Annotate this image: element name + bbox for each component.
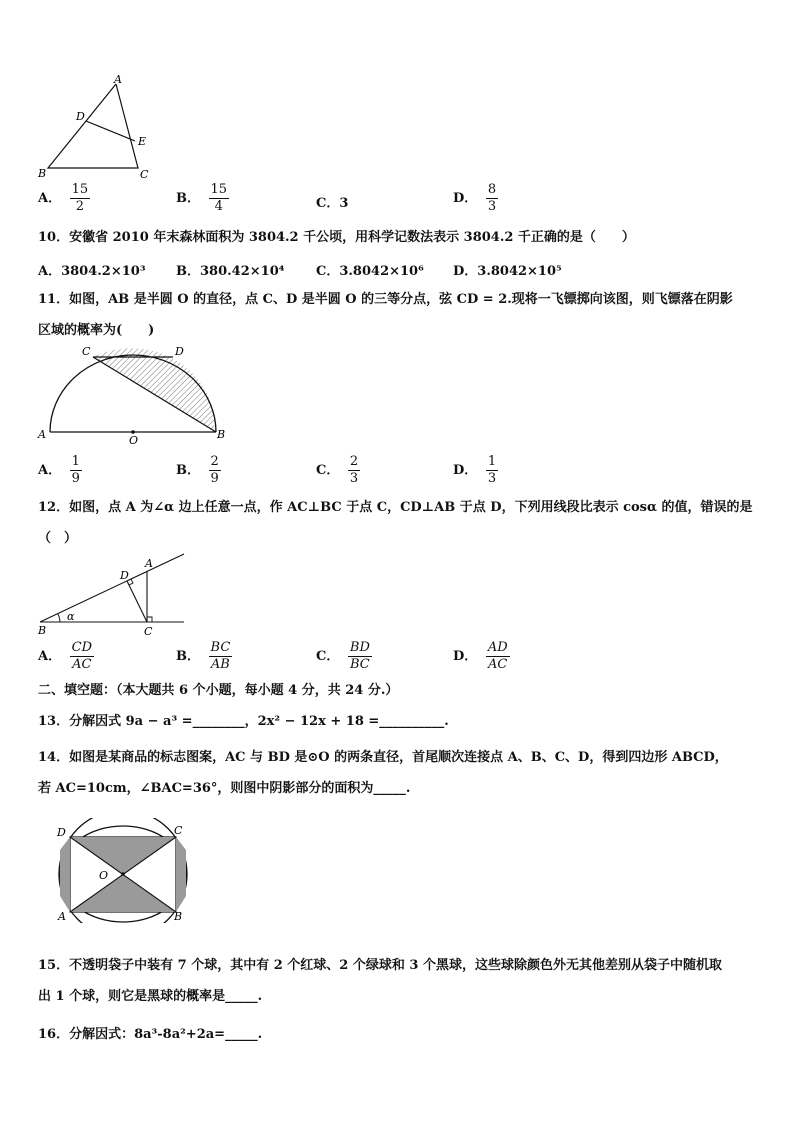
option-letter: D． [453,264,478,279]
fig11-label-D: D [175,345,184,358]
q12-stem-line2: （ ） [38,531,78,546]
fig9-label-C: C [140,168,149,181]
option-text: 3 [339,196,349,211]
option-letter: D． [453,191,478,206]
fig14-label-O: O [99,869,109,882]
frac-den: AC [72,657,92,672]
q9-option-d[interactable] [453,182,498,215]
option-letter: B． [176,463,200,478]
q12-option-d[interactable] [453,640,510,673]
frac-den: 2 [75,199,85,214]
fig12-label-B: B [38,624,47,637]
q10-option-b[interactable] [176,260,284,279]
option-letter: C． [316,196,340,211]
frac-den: 3 [349,471,359,486]
option-letter: C． [316,649,340,664]
frac-num: 15 [210,182,228,197]
option-text: 380.42×10⁴ [200,264,285,279]
q15-stem-line1: 15．不透明袋子中装有 7 个球，其中有 2 个红球、2 个绿球和 3 个黑球，这些球除颜色外无其他差别从袋子中随机取 [38,958,722,973]
q15-stem-line2: 出 1 个球，则它是黑球的概率是_____. [38,989,263,1004]
q9-option-c[interactable] [316,192,348,211]
frac-num: 2 [349,454,359,469]
q11-option-d[interactable] [453,454,498,487]
section-heading-fill-in: 二、填空题：（本大题共 6 个小题，每小题 4 分，共 24 分.） [38,683,399,698]
frac-num: BC [210,640,231,655]
q12-stem-line1: 12．如图，点 A 为∠α 边上任意一点，作 AC⊥BC 于点 C，CD⊥AB 于点 D，下列用线段比表示 cosα 的值，错误的是 [38,500,753,515]
q10-option-c[interactable] [316,260,424,279]
q14-stem-line1: 14．如图是某商品的标志图案，AC 与 BD 是⊙O 的两条直径，首尾顺次连接点 A、B、C、D，得到四边形 ABCD， [38,750,728,765]
frac-num: AD [487,640,508,655]
option-letter: D． [453,649,478,664]
fig11-label-C: C [82,345,91,358]
q11-semicircle-figure [34,345,234,445]
fig11-label-A: A [38,428,46,441]
option-letter: A． [38,191,62,206]
frac-den: AC [488,657,508,672]
fig14-label-A: A [58,910,66,923]
frac-num: 15 [71,182,89,197]
q9-option-a[interactable] [38,182,90,215]
frac-num: 1 [487,454,497,469]
frac-den: 9 [210,471,219,486]
option-text: 3.8042×10⁵ [477,264,562,279]
q11-stem-line1: 11．如图，AB 是半圆 O 的直径，点 C、D 是半圆 O 的三等分点，弦 CD = 2.现将一飞镖掷向该图，则飞镖落在阴影 [38,292,733,307]
option-letter: A． [38,649,62,664]
q11-option-c[interactable] [316,454,360,487]
frac-num: BD [349,640,370,655]
frac-den: BC [350,657,370,672]
fig9-label-D: D [76,110,85,123]
frac-den: 3 [487,471,497,486]
frac-num: 8 [487,182,497,197]
option-letter: C． [316,463,340,478]
fig12-label-D: D [120,569,129,582]
fig11-label-B: B [217,428,226,441]
q10-stem: 10．安徽省 2010 年末森林面积为 3804.2 千公顷，用科学记数法表示 3804.2 千正确的是（ ） [38,230,635,245]
fig14-label-C: C [174,824,183,837]
option-letter: D． [453,463,478,478]
q11-stem-line2: 区域的概率为( ) [38,323,155,338]
fig11-label-O: O [129,434,139,445]
fig14-label-B: B [174,910,183,923]
fig9-label-E: E [138,135,147,148]
q14-stem-line2: 若 AC=10cm，∠BAC=36°，则图中阴影部分的面积为_____. [38,781,411,796]
fig14-label-D: D [57,826,66,839]
q14-circle-rectangle-figure [50,818,200,923]
option-text: 3.8042×10⁶ [339,264,424,279]
q10-option-d[interactable] [453,260,562,279]
fig12-label-C: C [144,625,153,638]
q13-stem: 13．分解因式 9a − a³ =________，2x² − 12x + 18 =__________. [38,714,449,729]
frac-den: 3 [487,199,497,214]
option-text: 3804.2×10³ [61,264,146,279]
q12-option-b[interactable] [176,640,232,673]
q16-stem: 16．分解因式：8a³-8a²+2a=_____. [38,1027,263,1042]
frac-den: 4 [214,199,223,214]
option-letter: C． [316,264,340,279]
frac-den: AB [210,657,230,672]
frac-den: 9 [71,471,80,486]
option-letter: A． [38,463,62,478]
fig12-label-alpha: α [67,610,75,623]
frac-num: 1 [71,454,80,469]
option-letter: B． [176,191,200,206]
option-letter: B． [176,264,200,279]
fig9-label-B: B [38,167,47,180]
fig9-label-A: A [114,74,122,86]
q12-option-c[interactable] [316,640,372,673]
q9-option-b[interactable] [176,182,229,215]
q12-angle-figure [34,550,190,640]
fig12-label-A: A [145,557,153,570]
q12-option-a[interactable] [38,640,94,673]
frac-num: CD [71,640,92,655]
option-letter: A． [38,264,62,279]
option-letter: B． [176,649,200,664]
q9-triangle-figure [34,74,164,184]
q11-option-a[interactable] [38,454,82,487]
q11-option-b[interactable] [176,454,221,487]
q10-option-a[interactable] [38,260,146,279]
frac-num: 2 [210,454,219,469]
